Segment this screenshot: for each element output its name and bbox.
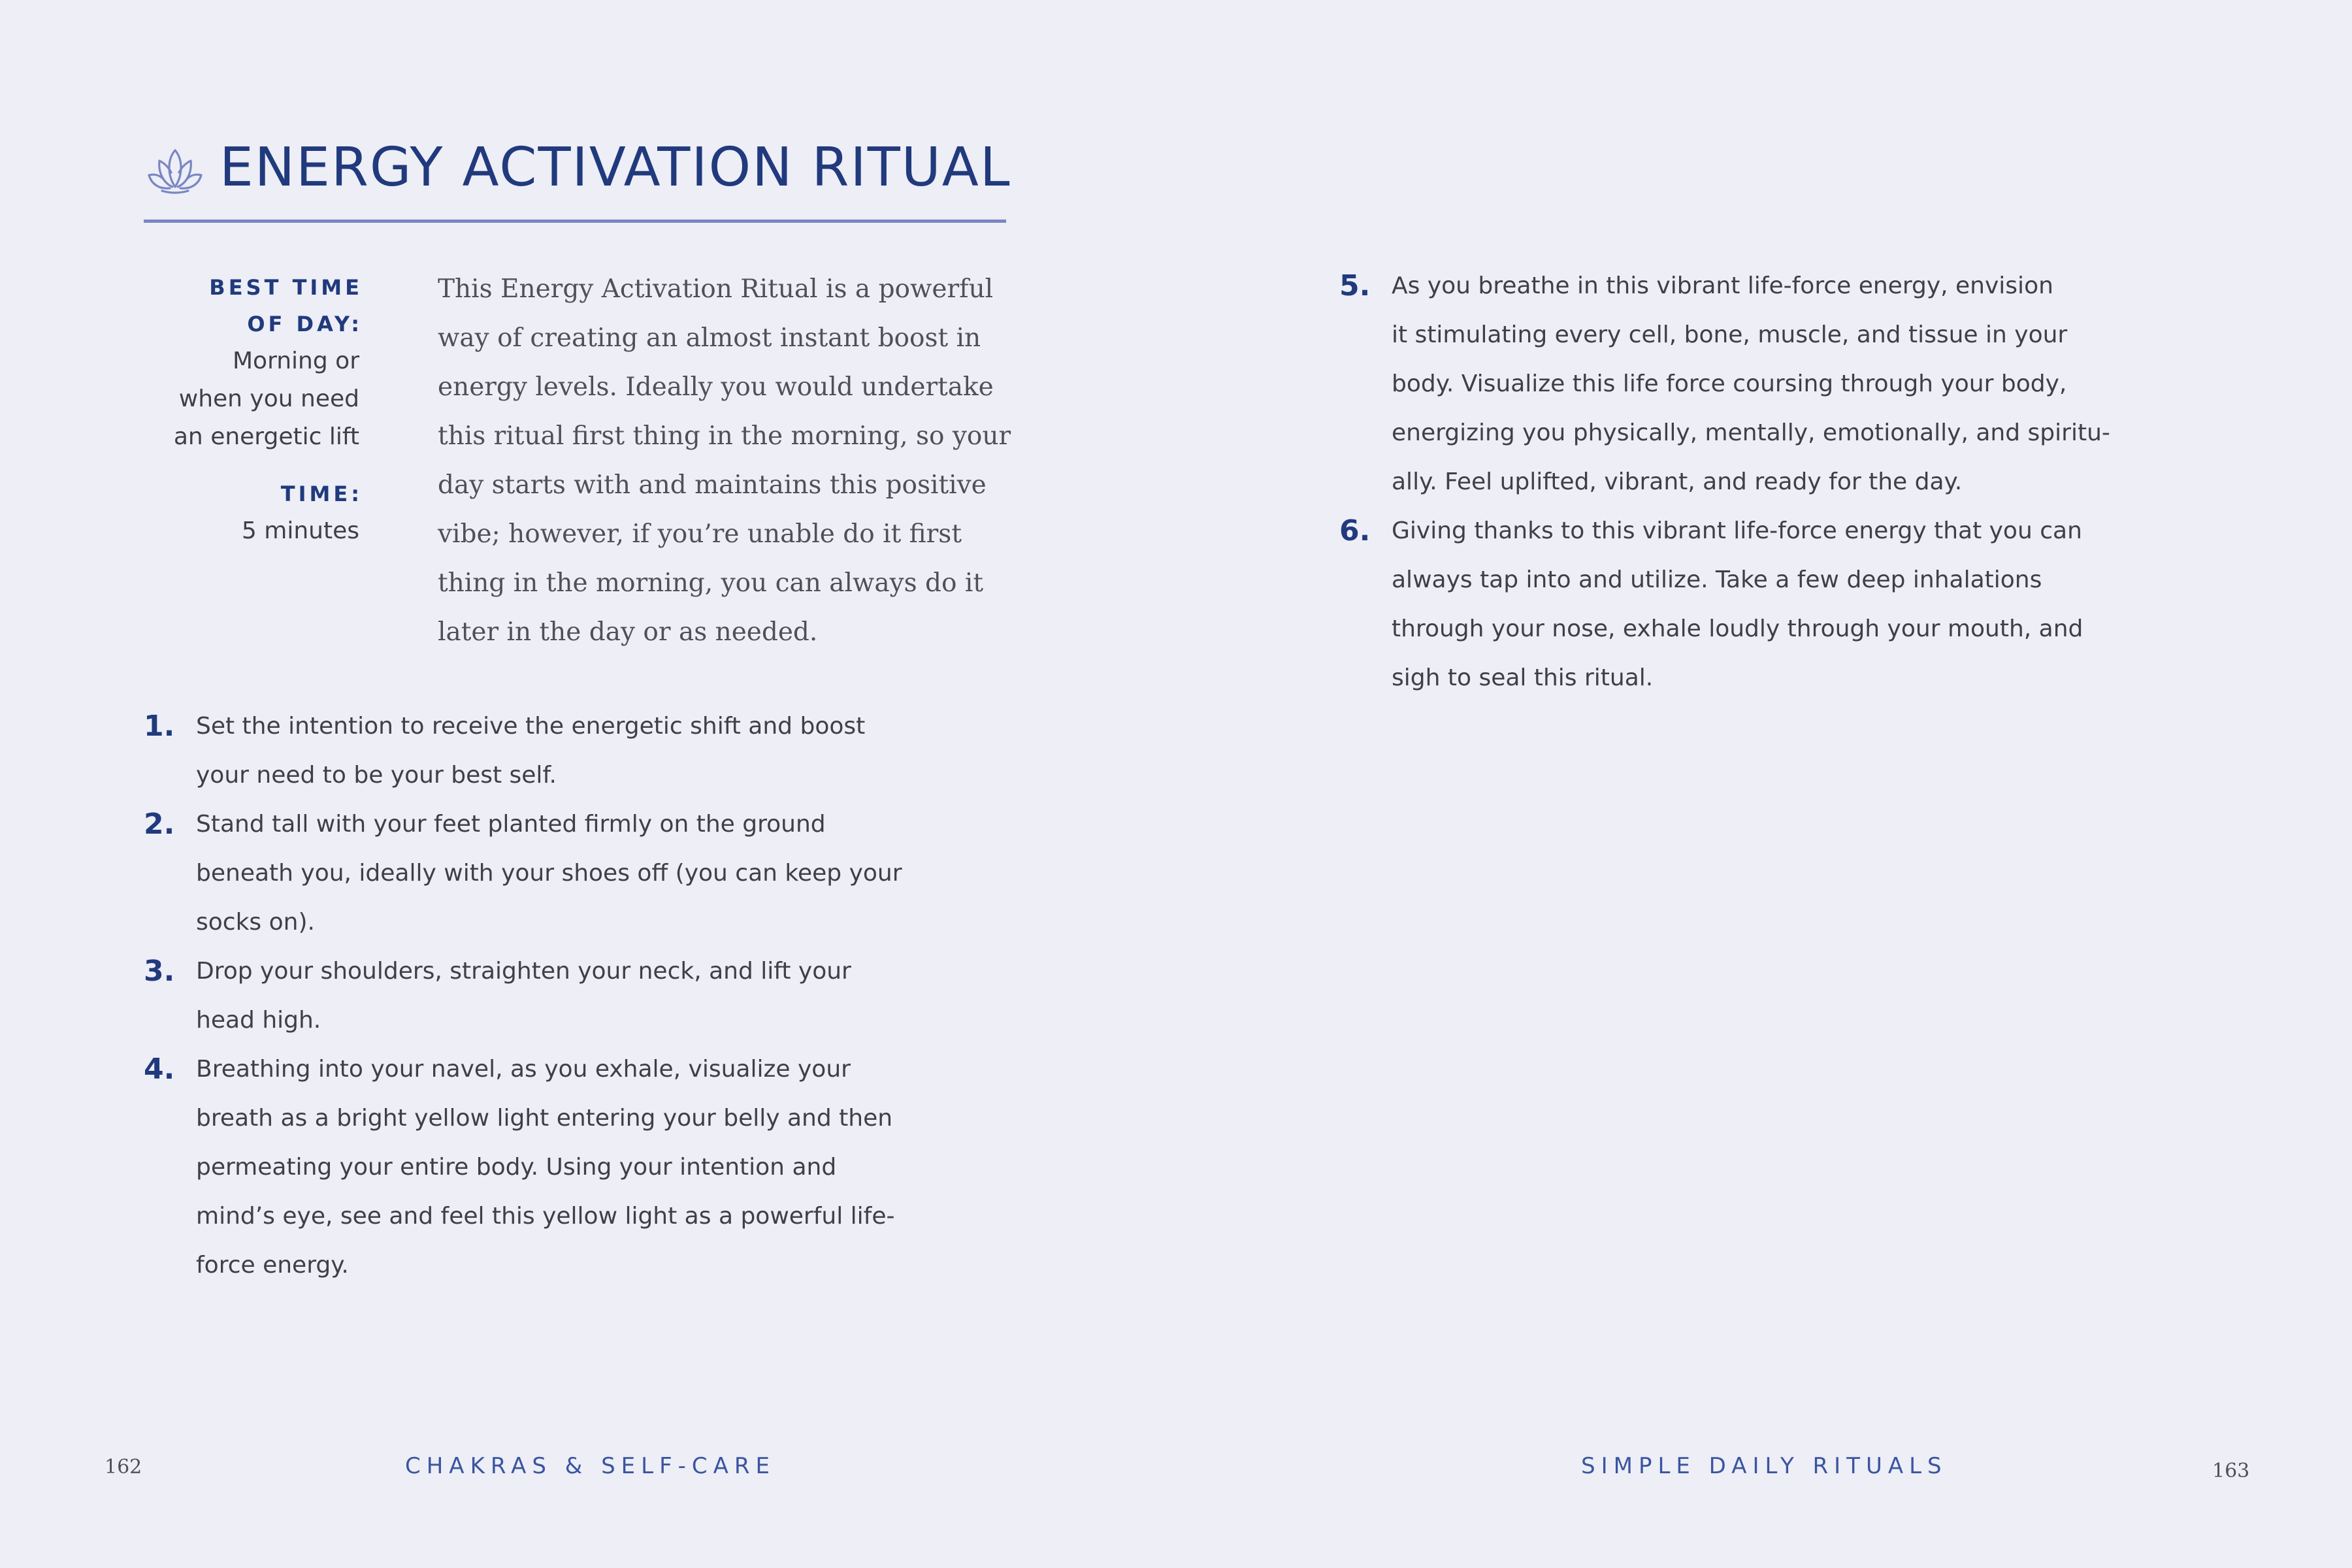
step-item [1339,261,2215,506]
running-head-left: CHAKRAS & SELF-CARE [405,1453,776,1479]
step-number: 1. [144,710,175,743]
steps-list-left [144,702,1019,1290]
intro-line: this ritual first thing in the morning, so your [438,421,1011,451]
step-line: Breathing into your navel, as you exhale, visualize your [196,1056,851,1083]
step-item [144,1045,1019,1290]
step-number: 2. [144,808,175,841]
step-number: 3. [144,955,175,988]
step-line: As you breathe in this vibrant life-force energy, envision [1392,272,2053,299]
step-line: your need to be your best self. [196,762,557,789]
best-time-value-line: an energetic lift [173,423,359,450]
steps-list-right [1339,261,2215,702]
step-line: mind’s eye, see and feel this yellow light as a powerful life- [196,1203,895,1230]
step-line: breath as a bright yellow light entering your belly and then [196,1105,893,1132]
step-line: socks on). [196,909,315,936]
step-item [144,800,1019,947]
step-line: always tap into and utilize. Take a few deep inhalations [1392,566,2042,593]
step-line: permeating your entire body. Using your intention and [196,1154,837,1181]
intro-line: way of creating an almost instant boost in [438,323,981,353]
step-number: 6. [1339,514,1371,547]
step-line: it stimulating every cell, bone, muscle, and tissue in your [1392,321,2068,348]
step-number: 4. [144,1053,175,1086]
step-line: body. Visualize this life force coursing through your body, [1392,370,2067,397]
intro-line: thing in the morning, you can always do it [438,568,983,598]
time-label: TIME: [280,482,363,506]
step-item [144,947,1019,1045]
step-text [1392,261,2215,506]
step-line: ally. Feel uplifted, vibrant, and ready for the day. [1392,468,1963,495]
step-line: energizing you physically, mentally, emotionally, and spiritu- [1392,419,2110,446]
title-block [144,137,1011,225]
step-item [1339,506,2215,702]
step-line: force energy. [196,1252,349,1279]
intro-paragraph [438,265,1013,657]
ritual-info-sidebar [118,269,363,550]
step-line: beneath you, ideally with your shoes off (you can keep your [196,860,902,887]
best-time-value-line: when you need [178,385,359,412]
step-text [196,947,1019,1045]
step-line: head high. [196,1007,321,1034]
step-line: Set the intention to receive the energetic shift and boost [196,713,866,740]
intro-line: later in the day or as needed. [438,617,818,647]
intro-line: vibe; however, if you’re unable do it first [438,519,962,549]
intro-line: energy levels. Ideally you would undertake [438,372,994,402]
step-line: Stand tall with your feet planted firmly on the ground [196,811,826,838]
step-text [196,1045,1019,1290]
page-number-right: 163 [2212,1460,2250,1482]
step-text [1392,506,2215,702]
step-line: sigh to seal this ritual. [1392,664,1654,691]
time-value: 5 minutes [241,517,359,544]
best-time-value-line: Morning or [232,348,359,374]
step-item [144,702,1019,800]
step-line: Giving thanks to this vibrant life-force energy that you can [1392,517,2082,544]
step-text [196,702,1019,800]
title-underline [144,220,1006,223]
step-text [196,800,1019,947]
page-title: ENERGY ACTIVATION RITUAL [220,137,1011,199]
intro-line: This Energy Activation Ritual is a powerful [438,274,994,304]
page-number-left: 162 [105,1456,142,1478]
step-line: through your nose, exhale loudly through your mouth, and [1392,615,2083,642]
step-line: Drop your shoulders, straighten your neck, and lift your [196,958,851,985]
step-number: 5. [1339,269,1371,302]
lotus-icon [146,146,204,199]
best-time-label-line-2: OF DAY: [247,312,363,336]
running-head-right: SIMPLE DAILY RITUALS [1581,1453,1948,1479]
best-time-label-line-1: BEST TIME [209,275,363,300]
intro-line: day starts with and maintains this positive [438,470,987,500]
